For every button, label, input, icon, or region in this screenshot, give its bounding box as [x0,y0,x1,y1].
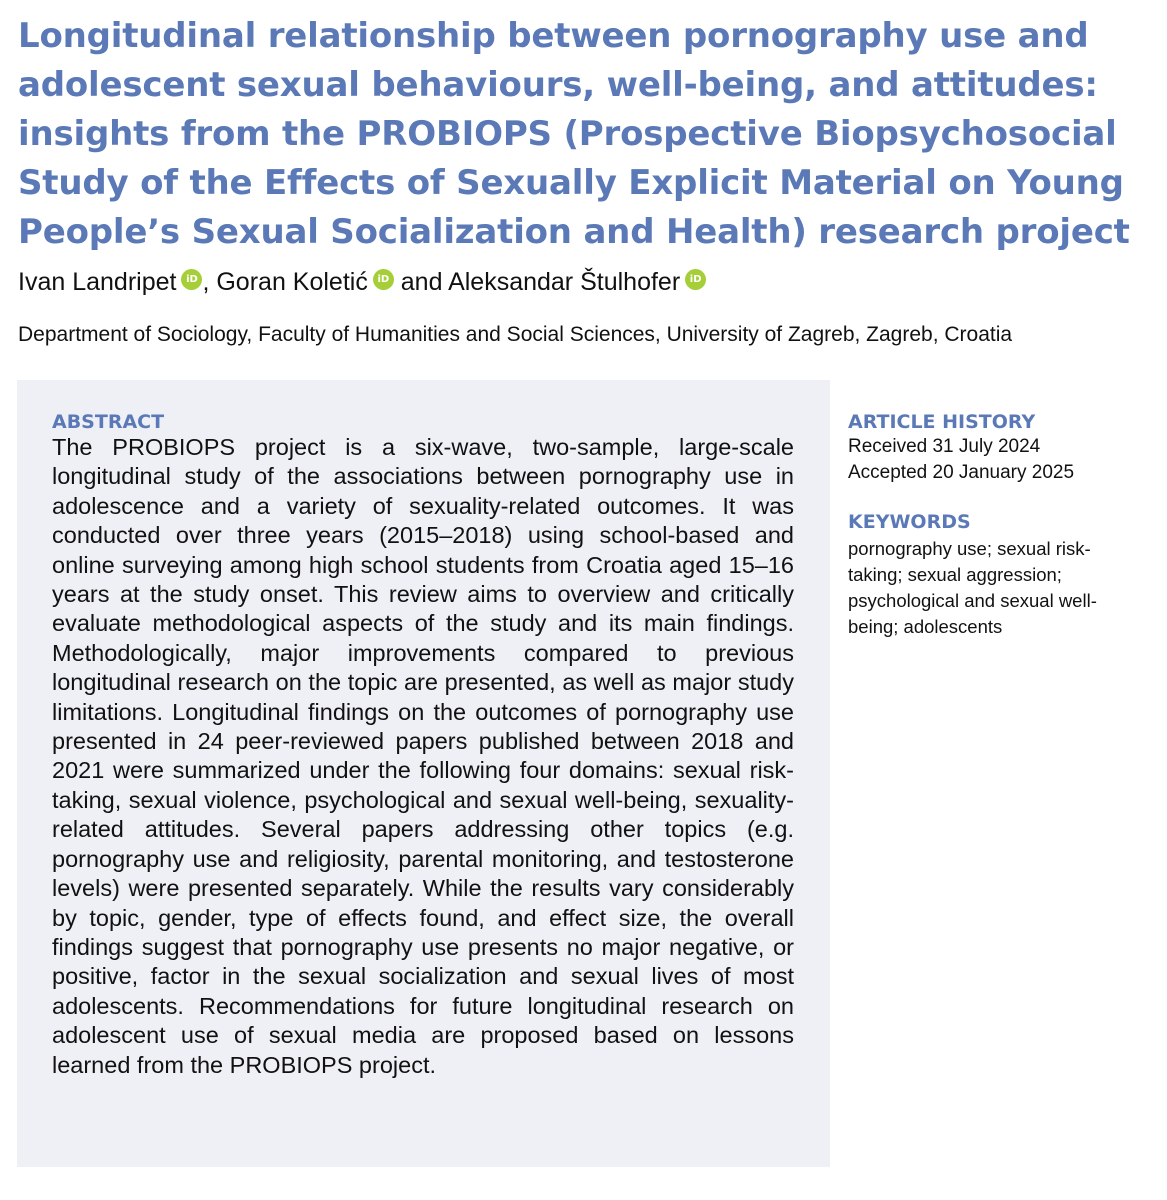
author-separator: , [202,268,217,296]
accepted-date: Accepted 20 January 2025 [848,462,1075,483]
keywords-heading: KEYWORDS [848,511,971,533]
abstract-heading: ABSTRACT [52,411,165,433]
author-name: Ivan Landripet [18,268,177,296]
author-name: Aleksandar Štulhofer [448,268,681,296]
author-name: Goran Koletić [216,268,368,296]
article-history-heading: ARTICLE HISTORY [848,411,1036,433]
received-date: Received 31 July 2024 [848,436,1041,457]
orcid-icon[interactable]: iD [373,269,394,290]
orcid-icon[interactable]: iD [181,269,202,290]
article-sidebar [848,410,1148,640]
affiliation: Department of Sociology, Faculty of Humanities and Social Sciences, University of Zagreb, Zagreb, Croatia [18,323,1013,346]
author-separator: and [393,268,449,296]
abstract-panel [17,380,830,1167]
abstract-text: The PROBIOPS project is a six-wave, two-sample, large-scale longitudinal study of the associations between pornography use in adolescence and a variety of sexuality-related outcomes. It was conducted over three years (2015–2018) using school-based and online surveying among high school students from Croatia aged 15–16 years at the study onset. This review aims to overview and critically evaluate methodological aspects of the study and its main findings. Methodologically, major improvements compared to previous longitudinal research on the topic are presented, as well as major study limitations. Longitudinal findings on the outcomes of pornography use presented in 24 peer-reviewed papers published between 2018 and 2021 were summarized under the following four domains: sexual risk-taking, sexual violence, psychological and sexual well-being, sexuality-related attitudes. Several papers addressing other topics (e.g. pornography use and religiosity, parental monitoring, and testosterone levels) were presented separately. While the results vary considerably by topic, gender, type of effects found, and effect size, the overall findings suggest that pornography use presents no major negative, or positive, factor in the sexual socialization and sexual lives of most adolescents. Recommendations for future longitudinal research on adolescent use of sexual media are proposed based on lessons learned from the PROBIOPS project. [52,434,794,1078]
article-title: Longitudinal relationship between pornography use and adolescent sexual behaviours, well-being, and attitudes: insights from the PROBIOPS (Prospective Biopsychosocial Study of the Effects of Sexually Explicit Material on Young People’s Sexual Socialization and Health) research project [18,16,1130,252]
author-list [18,262,706,302]
keywords-text: pornography use; sexual risk-taking; sexual aggression; psychological and sexual well-being; adolescents [848,538,1097,637]
orcid-icon[interactable]: iD [685,269,706,290]
